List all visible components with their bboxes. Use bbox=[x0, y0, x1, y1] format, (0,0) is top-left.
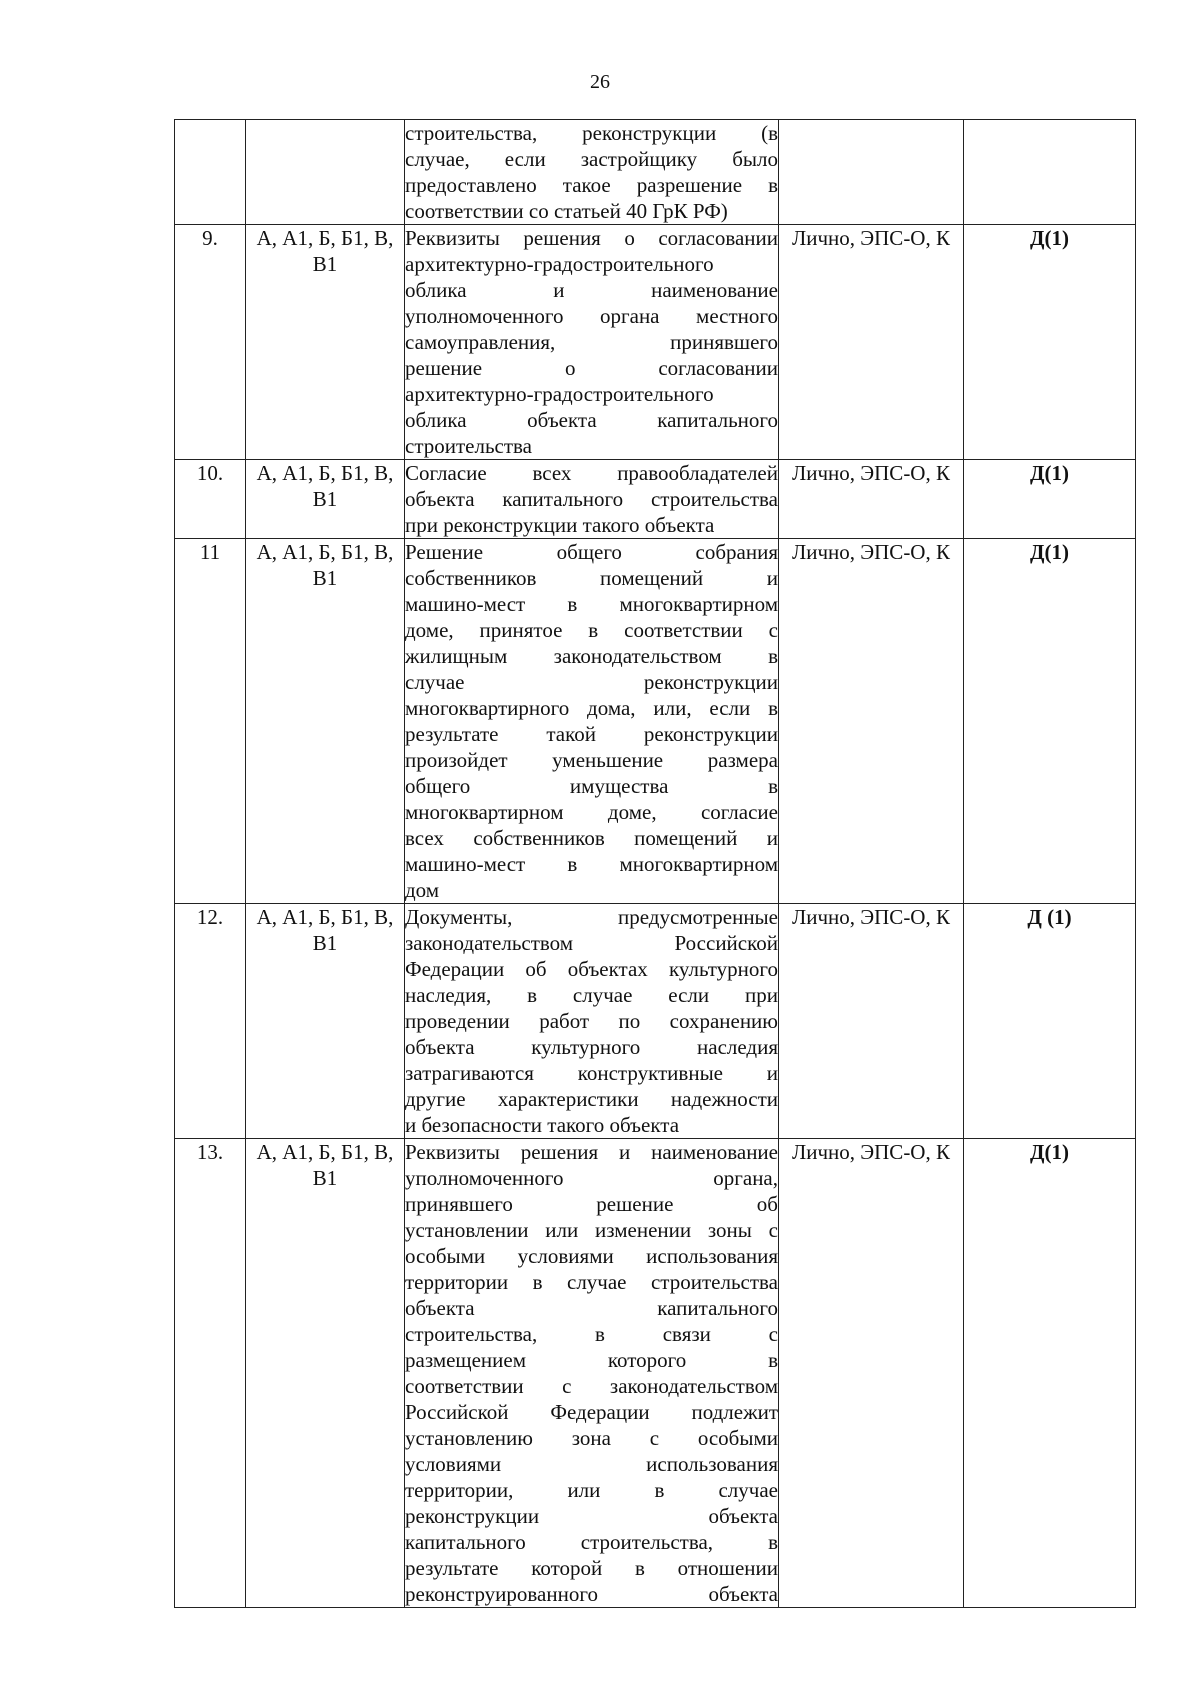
text-line: доме, принятое в соответствии с bbox=[405, 618, 778, 642]
document-type: Д(1) bbox=[964, 1139, 1136, 1608]
document-description bbox=[405, 460, 779, 539]
applicant-categories: А, А1, Б, Б1, В, В1 bbox=[246, 1139, 405, 1608]
text-line: дом bbox=[405, 878, 440, 902]
submission-method: Лично, ЭПС-О, К bbox=[779, 225, 964, 460]
document-description bbox=[405, 1139, 779, 1608]
table-row bbox=[175, 1139, 1136, 1608]
text-line: законодательством Российской bbox=[405, 931, 778, 955]
table-row bbox=[175, 460, 1136, 539]
text-line: соответствии с законодательством bbox=[405, 1374, 778, 1398]
table-row bbox=[175, 539, 1136, 904]
submission-method: Лично, ЭПС-О, К bbox=[779, 539, 964, 904]
text-line: многоквартирного дома, или, если в bbox=[405, 696, 778, 720]
text-line: Федерации об объектах культурного bbox=[405, 957, 778, 981]
text-line: многоквартирном доме, согласие bbox=[405, 800, 778, 824]
row-number: 9. bbox=[175, 225, 246, 460]
text-line: Реквизиты решения о согласовании bbox=[405, 226, 778, 250]
text-line: Документы, предусмотренные bbox=[405, 905, 778, 929]
text-line: архитектурно-градостроительного bbox=[405, 382, 714, 406]
submission-method: Лично, ЭПС-О, К bbox=[779, 460, 964, 539]
text-line: Согласие всех правообладателей bbox=[405, 461, 778, 485]
document-description bbox=[405, 120, 779, 225]
text-line: произойдет уменьшение размера bbox=[405, 748, 778, 772]
applicant-categories: А, А1, Б, Б1, В, В1 bbox=[246, 539, 405, 904]
text-line: строительства, реконструкции (в bbox=[405, 121, 778, 145]
text-line: Российской Федерации подлежит bbox=[405, 1400, 778, 1424]
text-line: соответствии со статьей 40 ГрК РФ) bbox=[405, 199, 728, 223]
row-number: 13. bbox=[175, 1139, 246, 1608]
text-line: самоуправления, принявшего bbox=[405, 330, 778, 354]
text-line: общего имущества в bbox=[405, 774, 778, 798]
text-line: реконструкции объекта bbox=[405, 1504, 778, 1528]
document-description bbox=[405, 225, 779, 460]
document-type: Д (1) bbox=[964, 904, 1136, 1139]
row-number: 11 bbox=[175, 539, 246, 904]
document-type bbox=[964, 120, 1136, 225]
text-line: установлении или изменении зоны с bbox=[405, 1218, 778, 1242]
text-line: объекта капитального строительства bbox=[405, 487, 778, 511]
document-type: Д(1) bbox=[964, 539, 1136, 904]
text-line: облика и наименование bbox=[405, 278, 778, 302]
text-line: предоставлено такое разрешение в bbox=[405, 173, 778, 197]
submission-method: Лично, ЭПС-О, К bbox=[779, 904, 964, 1139]
text-line: Реквизиты решения и наименование bbox=[405, 1140, 778, 1164]
applicant-categories: А, А1, Б, Б1, В, В1 bbox=[246, 225, 405, 460]
text-line: строительства, в связи с bbox=[405, 1322, 778, 1346]
text-line: реконструированного объекта bbox=[405, 1582, 778, 1606]
text-line: машино-мест в многоквартирном bbox=[405, 852, 778, 876]
text-line: установлению зона с особыми bbox=[405, 1426, 778, 1450]
text-line: строительства bbox=[405, 434, 533, 458]
text-line: результате такой реконструкции bbox=[405, 722, 778, 746]
text-line: собственников помещений и bbox=[405, 566, 778, 590]
document-description bbox=[405, 539, 779, 904]
text-line: Решение общего собрания bbox=[405, 540, 778, 564]
text-line: условиями использования bbox=[405, 1452, 778, 1476]
text-line: другие характеристики надежности bbox=[405, 1087, 778, 1111]
row-number: 10. bbox=[175, 460, 246, 539]
page-number: 26 bbox=[590, 71, 610, 93]
document-description bbox=[405, 904, 779, 1139]
text-line: территории, или в случае bbox=[405, 1478, 778, 1502]
applicant-categories bbox=[246, 120, 405, 225]
row-number: 12. bbox=[175, 904, 246, 1139]
text-line: уполномоченного органа местного bbox=[405, 304, 778, 328]
row-number bbox=[175, 120, 246, 225]
table-row bbox=[175, 904, 1136, 1139]
text-line: проведении работ по сохранению bbox=[405, 1009, 778, 1033]
applicant-categories: А, А1, Б, Б1, В, В1 bbox=[246, 460, 405, 539]
document-type: Д(1) bbox=[964, 460, 1136, 539]
table-body bbox=[175, 120, 1136, 1608]
text-line: случае реконструкции bbox=[405, 670, 778, 694]
submission-method bbox=[779, 120, 964, 225]
submission-method: Лично, ЭПС-О, К bbox=[779, 1139, 964, 1608]
text-line: результате которой в отношении bbox=[405, 1556, 778, 1580]
text-line: при реконструкции такого объекта bbox=[405, 513, 715, 537]
text-line: машино-мест в многоквартирном bbox=[405, 592, 778, 616]
table-row bbox=[175, 225, 1136, 460]
applicant-categories: А, А1, Б, Б1, В, В1 bbox=[246, 904, 405, 1139]
text-line: объекта культурного наследия bbox=[405, 1035, 778, 1059]
text-line: всех собственников помещений и bbox=[405, 826, 778, 850]
text-line: капитального строительства, в bbox=[405, 1530, 778, 1554]
text-line: уполномоченного органа, bbox=[405, 1166, 778, 1190]
text-line: облика объекта капитального bbox=[405, 408, 778, 432]
text-line: территории в случае строительства bbox=[405, 1270, 778, 1294]
text-line: затрагиваются конструктивные и bbox=[405, 1061, 778, 1085]
text-line: наследия, в случае если при bbox=[405, 983, 778, 1007]
document-type: Д(1) bbox=[964, 225, 1136, 460]
text-line: принявшего решение об bbox=[405, 1192, 778, 1216]
text-line: случае, если застройщику было bbox=[405, 147, 778, 171]
text-line: и безопасности такого объекта bbox=[405, 1113, 680, 1137]
text-line: решение о согласовании bbox=[405, 356, 778, 380]
requirements-table bbox=[174, 119, 1136, 1608]
text-line: архитектурно-градостроительного bbox=[405, 252, 714, 276]
text-line: объекта капитального bbox=[405, 1296, 778, 1320]
text-line: размещением которого в bbox=[405, 1348, 778, 1372]
text-line: жилищным законодательством в bbox=[405, 644, 778, 668]
table-row bbox=[175, 120, 1136, 225]
text-line: особыми условиями использования bbox=[405, 1244, 778, 1268]
